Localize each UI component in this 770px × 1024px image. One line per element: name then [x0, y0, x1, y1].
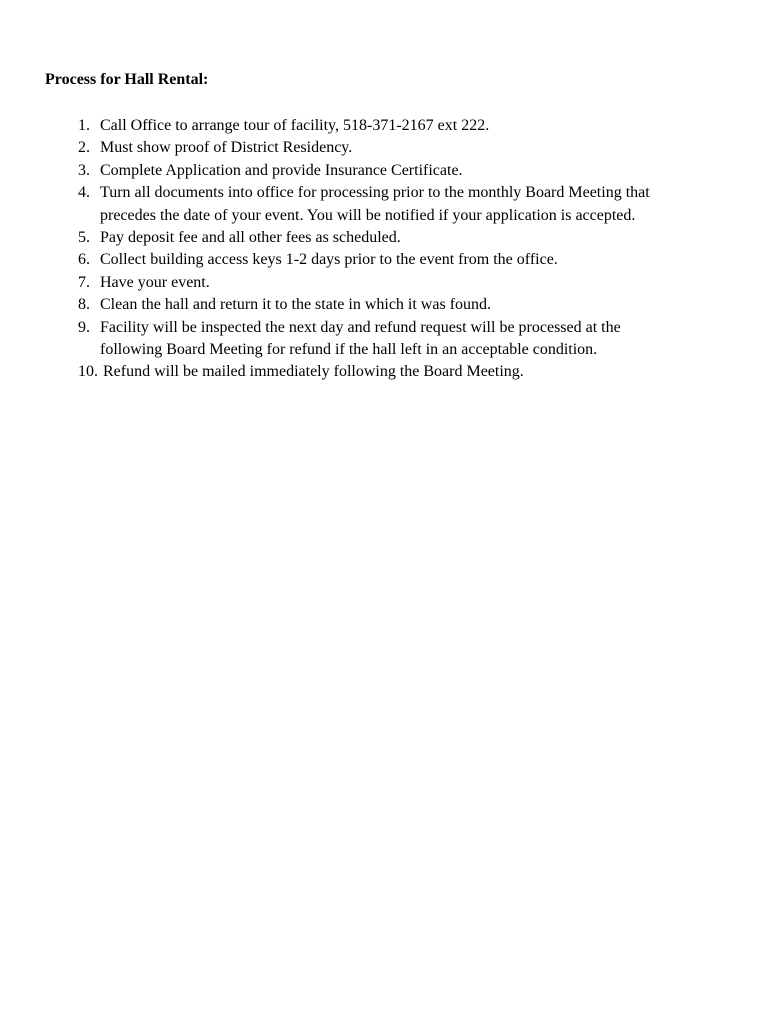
- step-number: 7.: [78, 273, 90, 291]
- step-text-line: following Board Meeting for refund if the hall left in an acceptable condition.: [100, 341, 598, 359]
- document-title: Process for Hall Rental:: [45, 71, 209, 88]
- step-number: 2.: [78, 139, 90, 157]
- step-number: 8.: [78, 296, 90, 314]
- step-number: 10.: [78, 363, 98, 381]
- step-text-line: Facility will be inspected the next day and refund request will be processed at the: [100, 318, 621, 336]
- step-number: 6.: [78, 251, 90, 269]
- list-item: [68, 361, 720, 383]
- step-text: [90, 249, 720, 271]
- step-text: [90, 317, 720, 362]
- step-text: [90, 115, 720, 137]
- step-text: [90, 227, 720, 249]
- step-text: [90, 182, 720, 227]
- step-number: 5.: [78, 229, 90, 247]
- step-number: 4.: [78, 184, 90, 202]
- list-item: [60, 249, 720, 271]
- list-item: [60, 227, 720, 249]
- step-number: 9.: [78, 318, 90, 336]
- step-text-line: Pay deposit fee and all other fees as scheduled.: [100, 229, 401, 247]
- list-item: [60, 294, 720, 316]
- step-text: [98, 361, 720, 383]
- step-text: [90, 137, 720, 159]
- list-item: [60, 317, 720, 362]
- list-item: [60, 115, 720, 137]
- step-text-line: precedes the date of your event. You will be notified if your application is accepted.: [100, 206, 636, 224]
- step-text-line: Turn all documents into office for processing prior to the monthly Board Meeting that: [100, 184, 650, 202]
- step-text-line: Call Office to arrange tour of facility, 518-371-2167 ext 222.: [100, 117, 490, 134]
- step-number: 1.: [78, 117, 90, 134]
- step-text-line: Must show proof of District Residency.: [100, 139, 353, 157]
- step-text-line: Complete Application and provide Insurance Certificate.: [100, 161, 463, 179]
- list-item: [60, 160, 720, 182]
- list-item: [60, 272, 720, 294]
- step-number: 3.: [78, 161, 90, 179]
- step-text-line: Collect building access keys 1-2 days prior to the event from the office.: [100, 251, 558, 269]
- list-item: [60, 137, 720, 159]
- step-text-line: Refund will be mailed immediately following the Board Meeting.: [103, 363, 524, 381]
- steps-list: [60, 115, 720, 384]
- step-text-line: Have your event.: [100, 273, 210, 291]
- step-text: [90, 272, 720, 294]
- step-text: [90, 160, 720, 182]
- step-text: [90, 294, 720, 316]
- list-item: [60, 182, 720, 227]
- step-text-line: Clean the hall and return it to the state in which it was found.: [100, 296, 492, 314]
